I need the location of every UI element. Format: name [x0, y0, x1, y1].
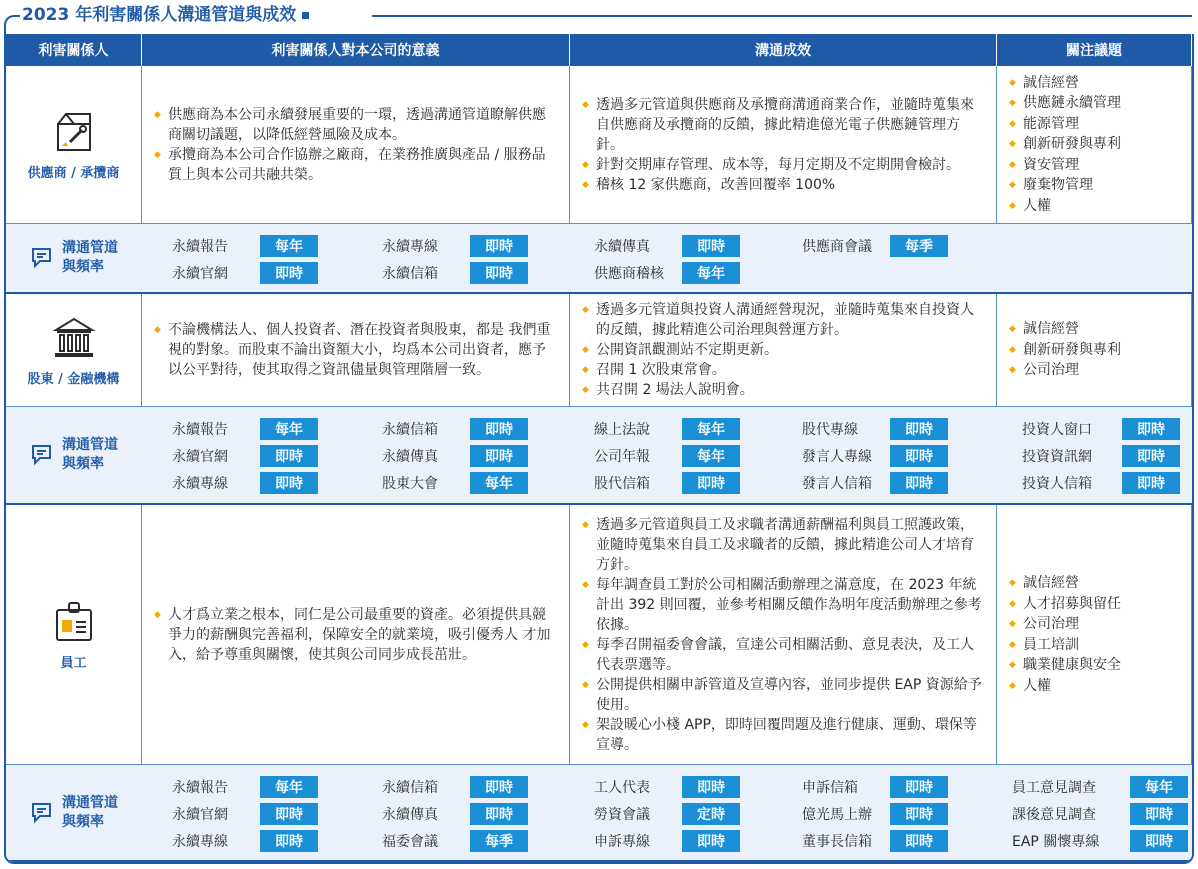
bullet-item: ◆ 人權: [1009, 196, 1181, 217]
channel-item: [382, 445, 438, 467]
frequency-row: [6, 765, 1192, 862]
channel-item: [594, 262, 664, 284]
channel-name: 永續專線: [382, 238, 438, 255]
channel-item: [172, 445, 228, 467]
channel-item: [802, 445, 872, 467]
meaning-cell-list: [142, 66, 569, 223]
bullet-item: ◆ 誠信經營: [1009, 319, 1181, 340]
frequency-label: [6, 407, 142, 503]
results-cell-list: [570, 294, 996, 406]
channel-item: [594, 472, 650, 494]
meaning-cell: [142, 66, 570, 223]
frequency-badge: 即時: [260, 472, 318, 494]
channel-item: [1012, 803, 1096, 825]
channel-name: 永續官網: [172, 449, 228, 465]
frequency-badge: 即時: [260, 262, 318, 284]
channel-name: 永續報告: [172, 238, 228, 255]
channel-name: 投資資訊網: [1022, 449, 1092, 465]
content-row: [6, 294, 1192, 407]
header-meaning: 利害關係人對本公司的意義: [142, 34, 570, 66]
bullet-item: ◆ 供應鏈永續管理: [1009, 93, 1181, 114]
channel-name: 永續傳真: [382, 806, 438, 823]
bullet-item: ◆ 誠信經營: [1009, 73, 1181, 94]
bullet-item: ◆ 人才爲立業之根本，同仁是公司最重要的資產。必須提供具競爭力的薪酬與完善福利，保障安全的就業境，吸引優秀人 才加入，給予尊重與關懷，使其與公司同步成長茁壯。: [154, 605, 559, 665]
content-row: [6, 66, 1192, 224]
channel-item: [172, 235, 228, 257]
frequency-badge: 每年: [682, 262, 740, 284]
topics-cell-list: [997, 66, 1191, 223]
results-cell: [570, 505, 997, 764]
frequency-badge: 即時: [470, 235, 528, 257]
frequency-badge: 即時: [260, 445, 318, 467]
channel-item: [594, 803, 650, 825]
channel-item: [382, 776, 438, 798]
stakeholder-cell: [6, 66, 142, 223]
stakeholder-cell: [6, 505, 142, 764]
bullet-item: ◆ 員工培訓: [1009, 635, 1181, 656]
bullet-item: ◆ 不論機構法人、個人投資者、潛在投資者與股東，都是 我們重視的對象。而股東不論出資額大小，均爲本公司出資者，應予以公平對待，使其取得之資訊儘量與管理階層一致。: [154, 320, 559, 380]
channel-name: 永續報告: [172, 422, 228, 438]
results-cell-list: [570, 66, 996, 223]
header-stakeholder: 利害關係人: [6, 34, 142, 66]
channel-name: 永續信箱: [382, 422, 438, 438]
frequency-badge: 每年: [260, 776, 318, 798]
frequency-badge: 即時: [890, 472, 948, 494]
channel-item: [802, 776, 858, 798]
channel-name: 公司年報: [594, 449, 650, 465]
frequency-badge: 即時: [1130, 803, 1188, 825]
title-rule: [372, 15, 1192, 17]
frequency-badge: 即時: [1122, 418, 1180, 440]
frequency-row: [6, 407, 1192, 505]
frequency-label-line1: 溝通管道: [62, 437, 118, 453]
channel-item: [172, 418, 228, 440]
channel-item: [1022, 418, 1092, 440]
page-title: [22, 4, 309, 26]
channel-item: [172, 472, 228, 494]
frequency-label-line2: 與頻率: [62, 456, 104, 472]
bullet-item: ◆ 公司治理: [1009, 614, 1181, 635]
content-row: [6, 505, 1192, 765]
stakeholder-name: 股東 / 金融機構: [27, 371, 120, 387]
topics-cell: [997, 66, 1192, 223]
channel-item: [382, 418, 438, 440]
header-results: 溝通成效: [570, 34, 997, 66]
stakeholder-name: 供應商 / 承攬商: [27, 166, 120, 181]
topics-cell: [997, 505, 1192, 764]
bullet-item: ◆ 公開提供相關申訴管道及宣導內容，並同步提供 EAP 資源給予使用。: [582, 675, 986, 715]
channel-name: EAP 關懷專線: [1012, 833, 1100, 850]
meaning-cell-list: [142, 505, 569, 764]
channel-item: [172, 830, 228, 852]
bullet-item: ◆ 公司治理: [1009, 360, 1181, 381]
topics-cell-list: [997, 294, 1191, 406]
frequency-badge: 即時: [682, 472, 740, 494]
channel-item: [1022, 472, 1092, 494]
channel-item: [594, 445, 650, 467]
bullet-item: ◆ 針對交期庫存管理、成本等，每月定期及不定期開會檢討。: [582, 155, 986, 175]
bullet-item: ◆ 承攬商為本公司合作協辦之廠商，在業務推廣與產品 / 服務品質上與本公司共融共榮。: [154, 145, 559, 185]
frequency-badge: 即時: [1122, 472, 1180, 494]
meaning-cell: [142, 505, 570, 764]
topics-cell: [997, 294, 1192, 406]
channel-name: 永續官網: [172, 265, 228, 282]
meaning-cell: [142, 294, 570, 406]
bullet-item: ◆ 稽核 12 家供應商，改善回覆率 100%: [582, 175, 986, 195]
channel-name: 永續官網: [172, 806, 228, 823]
channel-name: 股東大會: [382, 476, 438, 492]
channel-name: 申訴信箱: [802, 779, 858, 796]
bullet-item: ◆ 透過多元管道與供應商及承攬商溝通商業合作，並隨時蒐集來自供應商及承攬商的反饋，據此精進億光電子供應鏈管理方針。: [582, 95, 986, 155]
frequency-label-text: [62, 794, 118, 832]
frequency-badge: 即時: [1122, 445, 1180, 467]
bullet-item: ◆ 人權: [1009, 676, 1181, 697]
frequency-badge: 即時: [890, 776, 948, 798]
frequency-label-text: [62, 436, 118, 474]
title-square-icon: [302, 12, 309, 19]
chat-bubble-icon: [30, 801, 56, 825]
channel-name: 股代專線: [802, 422, 858, 438]
header-topics: 關注議題: [997, 34, 1192, 66]
frequency-label-line1: 溝通管道: [62, 240, 118, 256]
channel-item: [594, 830, 650, 852]
channel-item: [802, 418, 858, 440]
bullet-item: ◆ 誠信經營: [1009, 573, 1181, 594]
bullet-item: ◆ 公開資訊觀測站不定期更新。: [582, 340, 986, 360]
title-bar: [0, 0, 1198, 32]
frequency-badge: 即時: [682, 830, 740, 852]
frequency-badge: 即時: [470, 262, 528, 284]
bullet-item: ◆ 共召開 2 場法人說明會。: [582, 380, 986, 400]
frequency-badge: 即時: [260, 830, 318, 852]
topics-cell-list: [997, 505, 1191, 764]
frequency-badge: 即時: [682, 235, 740, 257]
frequency-badge: 每年: [1130, 776, 1188, 798]
frequency-label-text: [62, 239, 118, 277]
bullet-item: ◆ 能源管理: [1009, 114, 1181, 135]
channel-name: 發言人信箱: [802, 476, 872, 492]
channel-name: 供應商稽核: [594, 265, 664, 282]
channel-item: [382, 235, 438, 257]
channel-item: [1012, 830, 1099, 852]
bullet-item: ◆ 職業健康與安全: [1009, 655, 1181, 676]
channel-item: [802, 803, 872, 825]
channel-item: [802, 472, 872, 494]
frequency-badge: 即時: [470, 445, 528, 467]
channel-name: 線上法說: [594, 422, 650, 438]
channel-item: [1022, 445, 1092, 467]
bullet-item: ◆ 透過多元管道與員工及求職者溝通薪酬福利與員工照護政策，並隨時蒐集來自員工及求職者的反饋，據此精進公司人才培育方針。: [582, 515, 986, 575]
frequency-badge: 即時: [682, 776, 740, 798]
stakeholder-cell: [6, 294, 142, 406]
employee-badge-icon: [50, 598, 98, 646]
channel-name: 福委會議: [382, 833, 438, 850]
frequency-badge: 即時: [470, 418, 528, 440]
frequency-badge: 每年: [260, 418, 318, 440]
frequency-label-line1: 溝通管道: [62, 794, 118, 811]
frequency-badge: 每年: [470, 472, 528, 494]
title-corner-decoration: [4, 15, 20, 35]
channel-name: 永續專線: [172, 476, 228, 492]
frequency-badge: 每季: [470, 830, 528, 852]
chat-bubble-icon: [30, 443, 56, 467]
channel-item: [172, 803, 228, 825]
channel-name: 課後意見調查: [1012, 806, 1096, 823]
stakeholder-table: [4, 34, 1194, 864]
frequency-badge: 即時: [890, 418, 948, 440]
results-cell: [570, 66, 997, 223]
channel-item: [802, 235, 872, 257]
bullet-item: ◆ 架設暖心小棧 APP，即時回覆問題及進行健康、運動、環保等宣導。: [582, 715, 986, 755]
channel-name: 勞資會議: [594, 806, 650, 823]
channel-name: 億光馬上辦: [802, 806, 872, 823]
frequency-badge: 即時: [260, 803, 318, 825]
channel-name: 投資人信箱: [1022, 476, 1092, 492]
channel-item: [594, 235, 650, 257]
channel-name: 申訴專線: [594, 833, 650, 850]
channel-name: 永續傳真: [594, 238, 650, 255]
page-title-text: 2023 年利害關係人溝通管道與成效: [22, 5, 297, 25]
channel-name: 董事長信箱: [802, 833, 872, 850]
package-wrench-icon: [50, 108, 98, 156]
bullet-item: ◆ 每年調查員工對於公司相關活動辦理之滿意度，在 2023 年統計出 392 則回覆，並參考相關反饋作為明年度活動辦理之參考依據。: [582, 575, 986, 635]
table-header: [6, 34, 1192, 66]
channel-name: 供應商會議: [802, 238, 872, 255]
channel-item: [172, 776, 228, 798]
bullet-item: ◆ 資安管理: [1009, 155, 1181, 176]
channel-name: 永續報告: [172, 779, 228, 796]
frequency-badge: 每年: [682, 418, 740, 440]
frequency-badge: 即時: [890, 830, 948, 852]
channel-item: [1012, 776, 1096, 798]
frequency-badge: 定時: [682, 803, 740, 825]
bullet-item: ◆ 人才招募與留任: [1009, 594, 1181, 615]
channel-item: [594, 776, 650, 798]
bullet-item: ◆ 召開 1 次股東常會。: [582, 360, 986, 380]
channel-item: [382, 262, 438, 284]
channel-name: 永續信箱: [382, 265, 438, 282]
stakeholder-name: 員工: [60, 656, 87, 671]
frequency-badge: 即時: [470, 776, 528, 798]
channel-item: [382, 830, 438, 852]
frequency-badge: 每年: [682, 445, 740, 467]
channel-name: 永續專線: [172, 833, 228, 850]
channel-item: [172, 262, 228, 284]
bullet-item: ◆ 創新研發與專利: [1009, 340, 1181, 361]
frequency-label-line2: 與頻率: [62, 259, 104, 275]
frequency-badge: 即時: [470, 803, 528, 825]
frequency-badge: 即時: [1130, 830, 1188, 852]
frequency-label: [6, 224, 142, 292]
results-cell-list: [570, 505, 996, 764]
chat-bubble-icon: [30, 246, 56, 270]
channel-name: 永續信箱: [382, 779, 438, 796]
frequency-badge: 即時: [890, 445, 948, 467]
channel-name: 工人代表: [594, 779, 650, 796]
frequency-label: [6, 765, 142, 860]
channel-name: 員工意見調查: [1012, 779, 1096, 796]
bullet-item: ◆ 每季召開福委會會議，宣達公司相關活動、意見表決，及工人代表票選等。: [582, 635, 986, 675]
frequency-label-line2: 與頻率: [62, 813, 104, 830]
bullet-item: ◆ 供應商為本公司永續發展重要的一環，透過溝通管道瞭解供應商關切議題，以降低經營風險及成本。: [154, 105, 559, 145]
bank-building-icon: [50, 314, 98, 362]
channel-item: [594, 418, 650, 440]
bullet-item: ◆ 廢棄物管理: [1009, 175, 1181, 196]
channel-name: 發言人專線: [802, 449, 872, 465]
frequency-badge: 即時: [890, 803, 948, 825]
channel-item: [382, 803, 438, 825]
results-cell: [570, 294, 997, 406]
channel-name: 永續傳真: [382, 449, 438, 465]
channel-item: [382, 472, 438, 494]
bullet-item: ◆ 創新研發與專利: [1009, 134, 1181, 155]
frequency-badge: 每季: [890, 235, 948, 257]
bullet-item: ◆ 透過多元管道與投資人溝通經營現況，並隨時蒐集來自投資人的反饋，據此精進公司治理與營運方針。: [582, 300, 986, 340]
meaning-cell-list: [142, 294, 569, 406]
frequency-row: [6, 224, 1192, 294]
channel-name: 投資人窗口: [1022, 422, 1092, 438]
channel-item: [802, 830, 872, 852]
channel-name: 股代信箱: [594, 476, 650, 492]
frequency-badge: 每年: [260, 235, 318, 257]
